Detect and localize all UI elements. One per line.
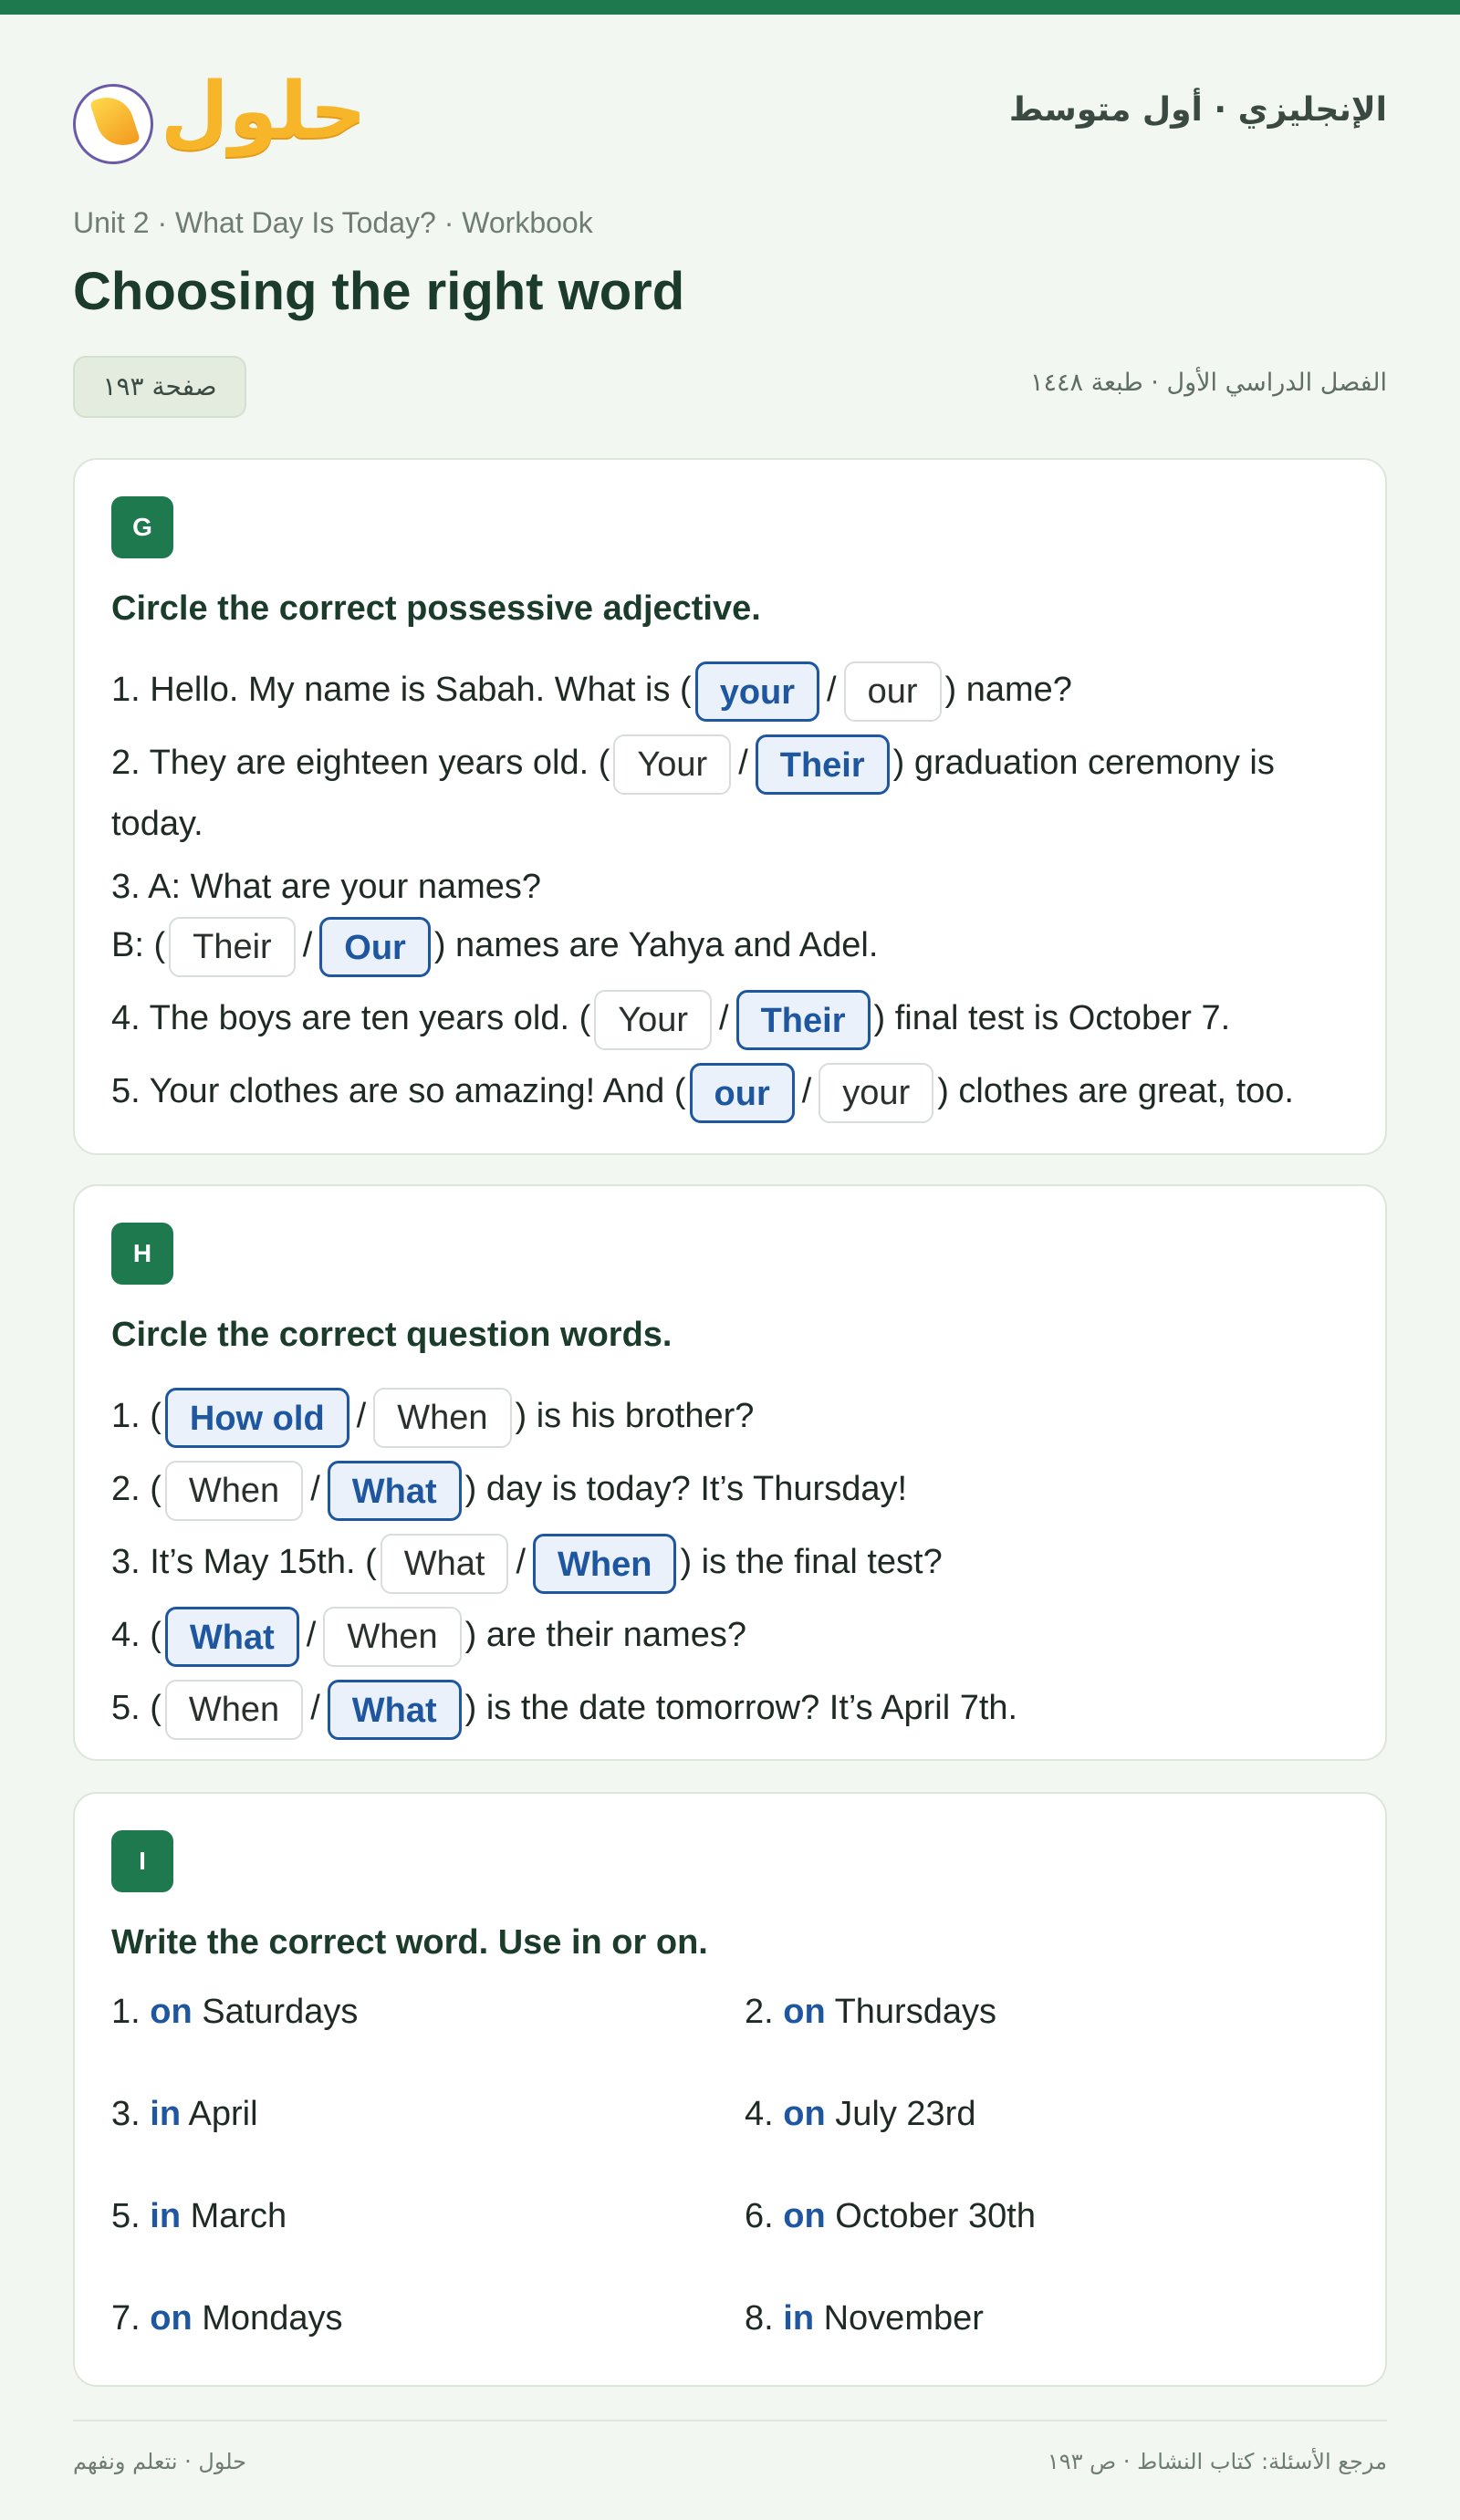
answer-word: on	[783, 2197, 826, 2235]
exercise-instruction: Circle the correct possessive adjective.	[111, 589, 761, 628]
choice-option[interactable]: When	[373, 1388, 511, 1448]
footer-source-reference: مرجع الأسئلة: كتاب النشاط · ص ١٩٣	[1047, 2449, 1387, 2474]
question-text: ) clothes are great, too.	[937, 1072, 1294, 1110]
fill-item-3	[111, 2095, 258, 2134]
choice-option[interactable]: When	[165, 1461, 303, 1521]
question-3	[111, 858, 1349, 977]
fill-item-1	[111, 1993, 358, 2032]
fill-item-6	[745, 2197, 1036, 2236]
question-4	[111, 989, 1349, 1050]
logo-wordmark: حلول	[161, 66, 367, 157]
choice-option[interactable]: When	[323, 1607, 461, 1667]
choice-selected[interactable]: How old	[165, 1388, 349, 1448]
choice-separator: /	[516, 1543, 527, 1581]
choice-option[interactable]: our	[844, 661, 942, 722]
choice-separator: /	[310, 1689, 320, 1727]
question-1	[111, 661, 1349, 722]
choice-separator: /	[302, 926, 313, 964]
item-number: 7.	[111, 2299, 141, 2338]
question-text: 4. (	[111, 1616, 162, 1654]
answer-word: on	[783, 1993, 826, 2031]
question-text: 3. A: What are your names?	[111, 868, 542, 906]
question-text: ) graduation ceremony is today.	[111, 744, 1275, 843]
question-text: ) day is today? It’s Thursday!	[464, 1470, 908, 1508]
choice-selected[interactable]: When	[533, 1534, 676, 1594]
choice-selected[interactable]: your	[695, 661, 819, 722]
question-text: B: (	[111, 926, 166, 964]
item-text: Thursdays	[834, 1993, 996, 2031]
question-text: 5. Your clothes are so amazing! And (	[111, 1072, 686, 1110]
item-number: 1.	[111, 1993, 141, 2031]
question-5	[111, 1062, 1349, 1123]
section-letter-badge: H	[111, 1223, 173, 1285]
exercise-card-h	[73, 1184, 1387, 1761]
question-text: 1. Hello. My name is Sabah. What is (	[111, 671, 692, 709]
question-4	[111, 1606, 1349, 1667]
question-3	[111, 1533, 1349, 1594]
choice-option[interactable]: Your	[594, 990, 712, 1050]
choice-selected[interactable]: Their	[736, 990, 871, 1050]
item-number: 8.	[745, 2299, 774, 2338]
question-2	[111, 734, 1349, 853]
choice-separator: /	[306, 1616, 317, 1654]
question-1	[111, 1387, 1349, 1448]
exercise-card-i	[73, 1792, 1387, 2387]
footer-divider	[73, 2420, 1387, 2421]
answer-word: in	[783, 2299, 815, 2338]
item-text: Saturdays	[202, 1993, 359, 2031]
choice-selected[interactable]: Their	[756, 734, 890, 795]
choice-selected[interactable]: What	[328, 1680, 462, 1740]
breadcrumb: Unit 2 · What Day Is Today? · Workbook	[73, 206, 593, 239]
item-text: March	[190, 2197, 287, 2235]
choice-separator: /	[827, 671, 837, 709]
question-text: 2. They are eighteen years old. (	[111, 744, 610, 782]
section-letter-badge: I	[111, 1830, 173, 1892]
item-text: October 30th	[835, 2197, 1036, 2235]
choice-option[interactable]: When	[165, 1680, 303, 1740]
question-5	[111, 1679, 1349, 1740]
exercise-instruction: Write the correct word. Use in or on.	[111, 1923, 708, 1962]
fill-item-7	[111, 2299, 342, 2338]
footer-tagline: حلول · نتعلم ونفهم	[73, 2449, 246, 2474]
question-2	[111, 1460, 1349, 1521]
question-text: 5. (	[111, 1689, 162, 1727]
answer-word: on	[150, 2299, 193, 2338]
choice-separator: /	[719, 999, 729, 1037]
item-number: 2.	[745, 1993, 774, 2031]
choice-selected[interactable]: What	[165, 1607, 299, 1667]
answer-word: in	[150, 2197, 182, 2235]
choice-option[interactable]: your	[819, 1063, 933, 1123]
question-text: ) name?	[944, 671, 1072, 709]
fill-item-8	[745, 2299, 984, 2338]
choice-separator: /	[738, 744, 748, 782]
page-number-badge: صفحة ١٩٣	[73, 356, 246, 418]
section-letter-badge: G	[111, 496, 173, 558]
choice-option[interactable]: What	[381, 1534, 509, 1594]
item-number: 6.	[745, 2197, 774, 2235]
fill-item-2	[745, 1993, 996, 2032]
choice-selected[interactable]: Our	[319, 917, 431, 977]
question-text: 2. (	[111, 1470, 162, 1508]
choice-selected[interactable]: What	[328, 1461, 462, 1521]
question-text: 3. It’s May 15th. (	[111, 1543, 377, 1581]
exercise-instruction: Circle the correct question words.	[111, 1316, 673, 1354]
question-text: ) is his brother?	[515, 1397, 755, 1435]
subject-title: الإنجليزي · أول متوسط	[1008, 91, 1387, 129]
item-number: 3.	[111, 2095, 141, 2133]
item-number: 4.	[745, 2095, 774, 2133]
answer-word: on	[150, 1993, 193, 2031]
question-text: 4. The boys are ten years old. (	[111, 999, 591, 1037]
answer-word: on	[783, 2095, 826, 2133]
item-text: April	[188, 2095, 258, 2133]
fill-item-5	[111, 2197, 287, 2236]
choice-selected[interactable]: our	[690, 1063, 795, 1123]
page-title: Choosing the right word	[73, 262, 685, 321]
choice-separator: /	[356, 1397, 367, 1435]
item-number: 5.	[111, 2197, 141, 2235]
choice-option[interactable]: Your	[613, 734, 731, 795]
item-text: November	[823, 2299, 984, 2338]
question-text: ) final test is October 7.	[873, 999, 1231, 1037]
question-text: ) is the date tomorrow? It’s April 7th.	[464, 1689, 1018, 1727]
choice-option[interactable]: Their	[169, 917, 296, 977]
choice-separator: /	[310, 1470, 320, 1508]
exercise-card-g	[73, 458, 1387, 1155]
choice-separator: /	[801, 1072, 812, 1110]
top-accent-bar	[0, 0, 1460, 15]
term-edition-label: الفصل الدراسي الأول · طبعة ١٤٤٨	[1029, 369, 1387, 397]
question-text: 1. (	[111, 1397, 162, 1435]
item-text: July 23rd	[835, 2095, 976, 2133]
site-logo[interactable]	[73, 66, 367, 172]
item-text: Mondays	[202, 2299, 343, 2338]
answer-word: in	[150, 2095, 182, 2133]
fill-item-4	[745, 2095, 975, 2134]
question-text: ) are their names?	[464, 1616, 746, 1654]
question-text: ) is the final test?	[680, 1543, 943, 1581]
page-header	[73, 64, 1387, 173]
question-text: ) names are Yahya and Adel.	[433, 926, 879, 964]
